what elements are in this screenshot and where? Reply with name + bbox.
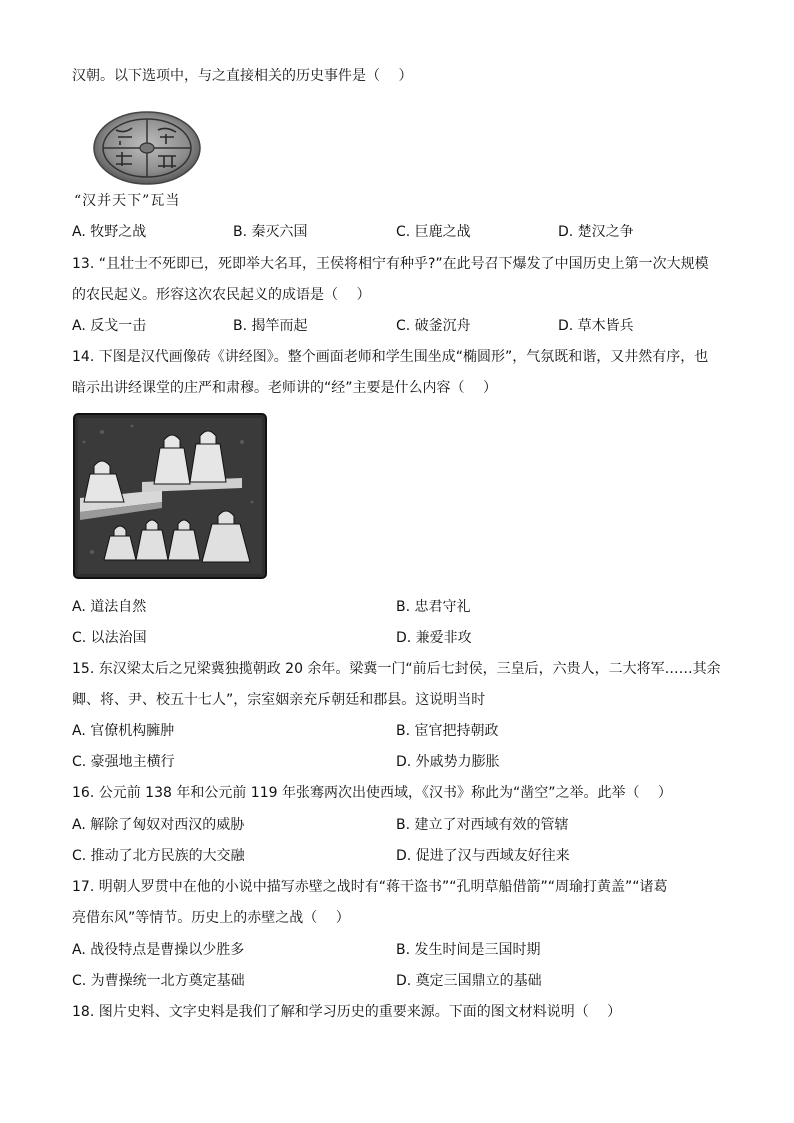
q17-option-c[interactable]: C. 为曹操统一北方奠定基础: [72, 973, 245, 989]
q14-option-c[interactable]: C. 以法治国: [72, 630, 147, 646]
q17-stem-line1: 17. 明朝人罗贯中在他的小说中描写赤壁之战时有“蒋干盗书”“孔明草船借箭”“周瑜打黄盖”“诸葛: [72, 879, 668, 895]
q14-option-b[interactable]: B. 忠君守礼: [396, 599, 471, 615]
tile-end-caption: “汉并天下”瓦当: [74, 193, 181, 209]
q16-option-b[interactable]: B. 建立了对西域有效的管辖: [396, 817, 569, 833]
q15-stem-line1: 15. 东汉梁太后之兄梁冀独揽朝政 20 余年。梁冀一门“前后七封侯，三皇后，六贵人，二大将军……其余: [72, 661, 721, 677]
q15-option-a[interactable]: A. 官僚机构臃肿: [72, 723, 175, 739]
q18-stem-line1: 18. 图片史料、文字史料是我们了解和学习历史的重要来源。下面的图文材料说明（ ）: [72, 1004, 622, 1020]
q16-option-a[interactable]: A. 解除了匈奴对西汉的威胁: [72, 817, 245, 833]
q13-option-c[interactable]: C. 破釜沉舟: [396, 318, 471, 334]
q15-stem-line2: 卿、将、尹、校五十七人”，宗室姻亲充斥朝廷和郡县。这说明当时: [72, 692, 486, 708]
q14-stem-line1: 14. 下图是汉代画像砖《讲经图》。整个画面老师和学生围坐成“椭圆形”，气氛既和谐，又井然有序，也: [72, 349, 709, 365]
q12-option-d[interactable]: D. 楚汉之争: [558, 224, 634, 240]
q16-option-c[interactable]: C. 推动了北方民族的大交融: [72, 848, 245, 864]
q13-stem-line1: 13. “且壮士不死即已，死即举大名耳，王侯将相宁有种乎?”在此号召下爆发了中国历史上第一次大规模: [72, 256, 709, 272]
q15-option-c[interactable]: C. 豪强地主横行: [72, 754, 175, 770]
q17-option-a[interactable]: A. 战役特点是曹操以少胜多: [72, 942, 245, 958]
q12-option-c[interactable]: C. 巨鹿之战: [396, 224, 471, 240]
q14-option-d[interactable]: D. 兼爱非攻: [396, 630, 472, 646]
q15-option-d[interactable]: D. 外戚势力膨胀: [396, 754, 500, 770]
tile-end-image: [92, 110, 202, 186]
q17-stem-line2: 亮借东风”等情节。历史上的赤壁之战（ ）: [72, 910, 350, 926]
q16-stem-line1: 16. 公元前 138 年和公元前 119 年张骞两次出使西域，《汉书》称此为“凿空”之举。此举（ ）: [72, 785, 672, 801]
q14-stem-line2: 暗示出讲经课堂的庄严和肃穆。老师讲的“经”主要是什么内容（ ）: [72, 380, 497, 396]
q13-stem-line2: 的农民起义。形容这次农民起义的成语是（ ）: [72, 287, 371, 303]
q13-option-d[interactable]: D. 草木皆兵: [558, 318, 634, 334]
q12-option-b[interactable]: B. 秦灭六国: [233, 224, 308, 240]
q12-stem-tail: 汉朝。以下选项中，与之直接相关的历史事件是（ ）: [72, 68, 413, 84]
q13-option-b[interactable]: B. 揭竿而起: [233, 318, 308, 334]
q17-option-d[interactable]: D. 奠定三国鼎立的基础: [396, 973, 542, 989]
q14-option-a[interactable]: A. 道法自然: [72, 599, 147, 615]
q17-option-b[interactable]: B. 发生时间是三国时期: [396, 942, 541, 958]
q12-option-a[interactable]: A. 牧野之战: [72, 224, 147, 240]
q15-option-b[interactable]: B. 宦官把持朝政: [396, 723, 499, 739]
q13-option-a[interactable]: A. 反戈一击: [72, 318, 147, 334]
lecture-relief-image: [72, 412, 268, 580]
q16-option-d[interactable]: D. 促进了汉与西域友好往来: [396, 848, 570, 864]
